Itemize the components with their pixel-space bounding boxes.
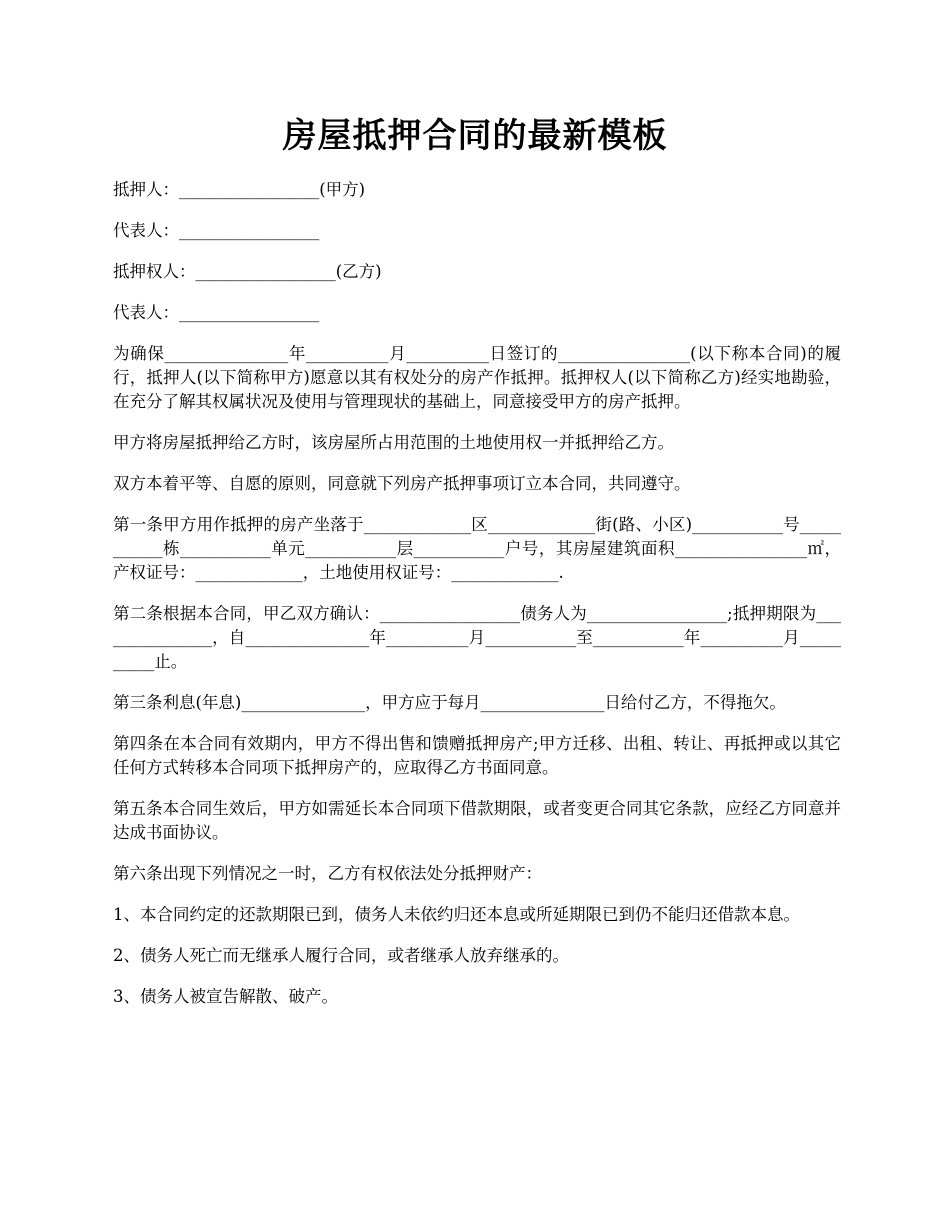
document-title: 房屋抵押合同的最新模板: [282, 116, 668, 156]
mortgagor-representative-field: 代表人：_________________: [113, 221, 320, 240]
mortgagee-representative-field: 代表人：_________________: [113, 303, 320, 322]
article-4: 第四条在本合同有效期内，甲方不得出售和馈赠抵押房产;甲方迁移、出租、转让、再抵押或以其它任何方式转移本合同项下抵押房产的，应取得乙方书面同意。: [113, 734, 841, 777]
mortgagor-field: 抵押人：_________________(甲方): [113, 180, 366, 199]
article-3: 第三条利息(年息)_______________，甲方应于每月_______________日给付乙方，不得拖欠。: [113, 693, 786, 712]
article-2: 第二条根据本合同，甲乙双方确认：_________________债务人为_________________;抵押期限为_______________，自_______________年__________月___________至___________年__________月__________止。: [113, 604, 841, 671]
article-6: 第六条出现下列情况之一时，乙方有权依法处分抵押财产：: [113, 864, 542, 883]
document-body: [113, 178, 841, 1026]
land-use-paragraph: 甲方将房屋抵押给乙方时，该房屋所占用范围的土地使用权一并抵押给乙方。: [113, 433, 674, 452]
article-6-item-2: 2、债务人死亡而无继承人履行合同，或者继承人放弃继承的。: [113, 946, 569, 965]
article-6-item-3: 3、债务人被宣告解散、破产。: [113, 987, 338, 1006]
mortgagee-field: 抵押权人：_________________(乙方): [113, 262, 382, 281]
preamble-paragraph: 为确保_______________年__________月__________日签订的________________(以下称本合同)的履行，抵押人(以下简称甲方)愿意以其有权处分的房产作抵押。抵押权人(以下简称乙方)经实地勘验，在充分了解其权属状况及使用与管理现状的基础上，同意接受甲方的房产抵押。: [113, 344, 841, 411]
article-1: 第一条甲方用作抵押的房产坐落于_____________区_____________街(路、小区)___________号___________栋___________单元___________层___________户号，其房屋建筑面积________________㎡，产权证号：_____________，土地使用权证号：_____________.: [113, 515, 841, 582]
article-5: 第五条本合同生效后，甲方如需延长本合同项下借款期限，或者变更合同其它条款，应经乙方同意并达成书面协议。: [113, 799, 841, 842]
principle-paragraph: 双方本着平等、自愿的原则，同意就下列房产抵押事项订立本合同，共同遵守。: [113, 474, 691, 493]
article-6-item-1: 1、本合同约定的还款期限已到，债务人未依约归还本息或所延期限已到仍不能归还借款本息。: [113, 905, 800, 924]
